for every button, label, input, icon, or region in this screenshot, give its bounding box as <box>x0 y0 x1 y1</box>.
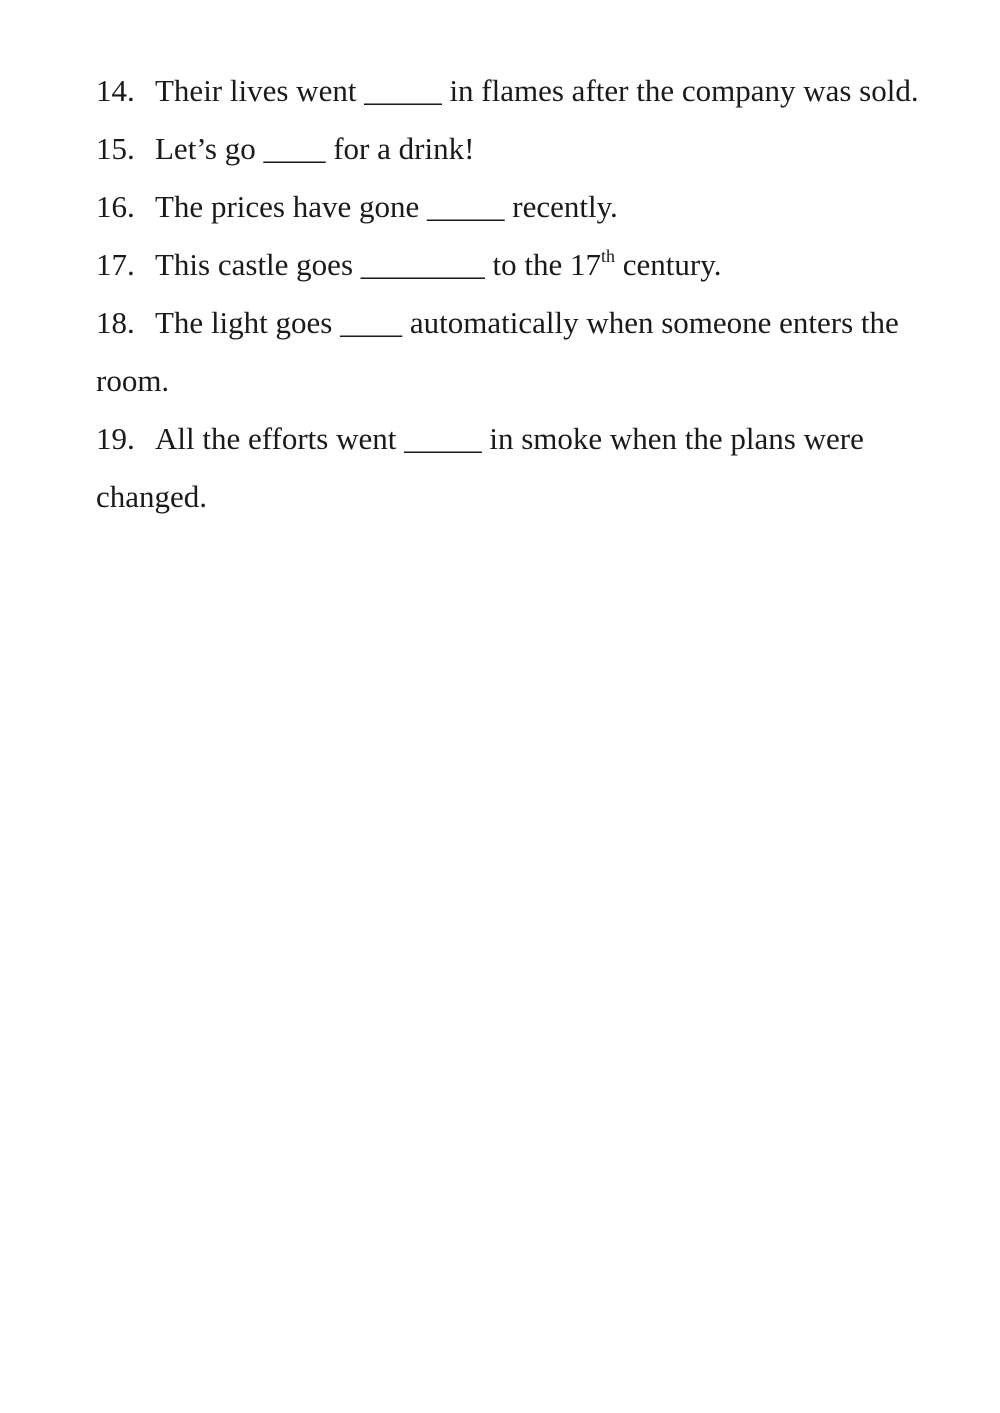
worksheet <box>96 62 936 526</box>
ordinal-suffix: th <box>601 245 616 266</box>
question-text: Their lives went _____ in flames after the company was sold. <box>155 73 919 108</box>
question-text-end: century. <box>615 247 722 282</box>
question-number: 14. <box>96 73 135 108</box>
question-text: The light goes ____ automatically when someone enters the room. <box>96 305 899 398</box>
question-number: 15. <box>96 131 135 166</box>
question-16 <box>96 178 936 236</box>
question-text: This castle goes ________ to the 17 <box>155 247 601 282</box>
question-18 <box>96 294 936 410</box>
question-14 <box>96 62 936 120</box>
question-number: 16. <box>96 189 135 224</box>
question-number: 17. <box>96 247 135 282</box>
question-text: All the efforts went _____ in smoke when the plans were changed. <box>96 421 864 514</box>
question-19 <box>96 410 936 526</box>
question-number: 19. <box>96 421 135 456</box>
question-number: 18. <box>96 305 135 340</box>
question-text: The prices have gone _____ recently. <box>155 189 618 224</box>
question-text: Let’s go ____ for a drink! <box>155 131 475 166</box>
question-17 <box>96 236 936 294</box>
question-15 <box>96 120 936 178</box>
